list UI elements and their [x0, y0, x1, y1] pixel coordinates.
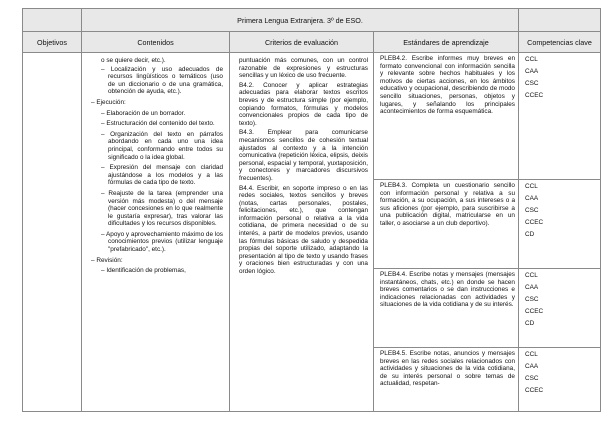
competencia-code: CSC [525, 206, 539, 214]
criterio-item: B4.4. Escribir, en soporte impreso o en las redes sociales, textos sencillos y breves (notas, cartas personales, postales, felicitaciones, etc.), que contengan información personal o relativa a la vida cotidiana, de primera necesidad o de su interés, a partir de modelos previos, usando las fórmulas básicas de saludo y despedida propias del soporte utilizado, adaptando la presentación al tipo de texto y usando frases y oraciones bien estructuradas y con una orden lógico. [239, 184, 368, 276]
estandares-cell [373, 52, 519, 412]
estandar-item: PLEB4.3. Completa un cuestionario sencillo con información personal y relativa a su formación, a su ocupación, a sus intereses o a sus aficiones (por ejemplo, para suscribirse a una publicación digital, matricularse en un taller, o asociarse a un club deportivo). [374, 180, 518, 269]
contenido-item: – Localización y uso adecuados de recursos lingüísticos o temáticos (uso de un diccionario o de una gramática, obtención de ayuda, etc.). [101, 65, 223, 96]
column-header-label: Criterios de evaluación [264, 37, 339, 47]
estandar-item: PLEB4.4. Escribe notas y mensajes (mensajes instantáneos, chats, etc.) en donde se hacen breves comentarios o se dan instrucciones e indicaciones relacionadas con actividades y situaciones de la vida cotidiana y de su interés. [374, 269, 518, 348]
competencias-group [519, 348, 600, 411]
header-blank-right [518, 8, 601, 32]
criterio-item: B4.2. Conocer y aplicar estrategias adecuadas para elaborar textos escritos breves y de estructura simple (por ejemplo, copiando formatos, fórmulas y modelos convencionales propios de cada tipo de texto). [239, 81, 368, 127]
competencia-code: CCL [525, 351, 538, 358]
competencia-code: CSC [525, 79, 539, 87]
column-header-label: Contenidos [137, 37, 174, 47]
competencia-code: CD [525, 319, 535, 327]
contenido-item: – Identificación de problemas, [101, 267, 186, 275]
column-header-label: Estándares de aprendizaje [403, 37, 489, 47]
table-title-cell [81, 8, 519, 32]
competencia-code: CCL [525, 183, 538, 190]
contenido-item: o se quiere decir, etc.). [101, 57, 166, 64]
competencia-code: CCEC [525, 91, 544, 99]
competencia-code: CSC [525, 374, 539, 382]
contenido-item: – Ejecución: [91, 98, 126, 106]
contenido-item: – Expresión del mensaje con claridad ajustándose a los modelos y a las fórmulas de cada tipo de texto. [101, 164, 223, 187]
estandar-item: PLEB4.5. Escribe notas, anuncios y mensajes breves en las redes sociales relacionados con actividades y situaciones de la vida cotidiana, de su interés personal o sobre temas de actualidad, respetan- [380, 350, 515, 388]
competencias-group [519, 53, 600, 180]
competencia-code: CAA [525, 362, 539, 370]
competencia-code: CCEC [525, 386, 544, 394]
competencia-code: CAA [525, 194, 539, 202]
column-header-objetivos [22, 31, 82, 53]
contenido-item: – Apoyo y aprovechamiento máximo de los conocimientos previos (utilizar lenguaje "prefabricado", etc.). [101, 230, 223, 254]
criterio-item: puntuación más comunes, con un control razonable de expresiones y estructuras sencillas y un léxico de uso frecuente. [239, 57, 368, 80]
criterios-cell [229, 52, 374, 412]
column-header-competencias [518, 31, 601, 53]
competencia-code: CSC [525, 295, 539, 303]
contenido-item: – Estructuración del contenido del texto. [101, 120, 215, 128]
estandar-item: PLEB4.2. Escribe informes muy breves en formato convencional con información sencilla y relevante sobre hechos habituales y los motivos de ciertas acciones, en los ámbitos educativo y ocupacional, describiendo de modo sencillo situaciones, personas, objetos y lugares, y señalando los principales acontecimientos de forma esquemática. [374, 53, 518, 180]
competencia-code: CCEC [525, 307, 544, 315]
table-title: Primera Lengua Extranjera. 3º de ESO. [237, 15, 363, 25]
column-header-label: Objetivos [37, 37, 67, 47]
contenido-item: – Organización del texto en párrafos abordando en cada uno una idea principal, conformando entre todos su significado o la idea global. [101, 130, 223, 161]
contenidos-cell [81, 52, 230, 412]
objetivos-cell [22, 52, 82, 412]
competencias-group [519, 269, 600, 348]
competencia-code: CAA [525, 67, 539, 75]
competencia-code: CAA [525, 283, 539, 291]
competencia-code: CCL [525, 56, 538, 63]
column-header-contenidos [81, 31, 230, 53]
competencia-code: CD [525, 230, 535, 238]
competencias-group [519, 180, 600, 269]
contenido-item: – Reajuste de la tarea (emprender una versión más modesta) o del mensaje (hacer concesiones en lo que realmente le gustaría expresar), tras valorar las dificultades y los recursos disponibles. [101, 189, 223, 228]
column-header-estandares [373, 31, 519, 53]
competencias-cell [518, 52, 601, 412]
criterio-item: B4.3. Emplear para comunicarse mecanismos sencillos de cohesión textual ajustados al contexto y a la intención comunicativa (repetición léxica, elipsis, deixis personal, espacial y temporal, yuxtaposición, y conectores y marcadores discursivos frecuentes). [239, 129, 368, 182]
column-header-label: Competencias clave [527, 37, 592, 47]
contenido-item: – Revisión: [91, 256, 123, 264]
competencia-code: CCEC [525, 218, 544, 226]
competencia-code: CCL [525, 272, 538, 279]
contenido-item: – Elaboración de un borrador. [101, 109, 186, 117]
header-blank-cell [22, 8, 82, 32]
column-header-criterios [229, 31, 374, 53]
